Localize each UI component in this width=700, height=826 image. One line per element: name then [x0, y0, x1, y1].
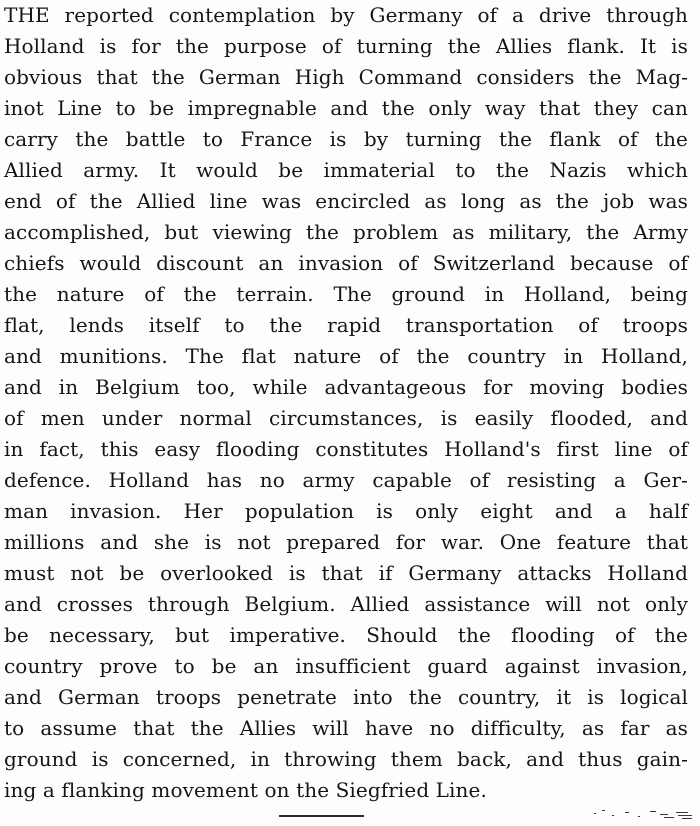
text-line: end of the Allied line was encircled as long as the job was [4, 189, 688, 213]
text-line: ing a flanking movement on the Siegfried Line. [4, 778, 487, 802]
text-line: carry the battle to France is by turning the flank of the [4, 127, 688, 151]
text-line: THE reported contemplation by Germany of a drive through [4, 3, 688, 27]
section-divider [279, 815, 364, 817]
text-line: man invasion. Her population is only eight and a half [4, 499, 688, 523]
text-line: and in Belgium too, while advantageous for moving bodies [4, 375, 688, 399]
text-line: millions and she is not prepared for war. One feature that [4, 530, 688, 554]
text-line: and German troops penetrate into the country, it is logical [4, 685, 688, 709]
text-line: be necessary, but imperative. Should the flooding of the [4, 623, 688, 647]
text-line: Holland is for the purpose of turning the Allies flank. It is [4, 34, 688, 58]
text-line: the nature of the terrain. The ground in Holland, being [4, 282, 688, 306]
print-noise [590, 804, 698, 824]
text-line: of men under normal circumstances, is easily flooded, and [4, 406, 688, 430]
text-line: country prove to be an insufficient guard against invasion, [4, 654, 688, 678]
text-line: and munitions. The flat nature of the country in Holland, [4, 344, 688, 368]
article-body [4, 0, 696, 826]
text-line: must not be overlooked is that if Germany attacks Holland [4, 561, 688, 585]
text-line: obvious that the German High Command considers the Mag- [4, 65, 688, 89]
text-line: to assume that the Allies will have no difficulty, as far as [4, 716, 688, 740]
text-line: Allied army. It would be immaterial to the Nazis which [4, 158, 688, 182]
text-line: chiefs would discount an invasion of Switzerland because of [4, 251, 688, 275]
text-line: flat, lends itself to the rapid transportation of troops [4, 313, 688, 337]
text-line: ground is concerned, in throwing them back, and thus gain- [4, 747, 688, 771]
text-line: accomplished, but viewing the problem as military, the Army [4, 220, 688, 244]
text-line: in fact, this easy flooding constitutes Holland's first line of [4, 437, 688, 461]
text-line: inot Line to be impregnable and the only way that they can [4, 96, 688, 120]
text-line: and crosses through Belgium. Allied assistance will not only [4, 592, 688, 616]
text-line: defence. Holland has no army capable of resisting a Ger- [4, 468, 688, 492]
